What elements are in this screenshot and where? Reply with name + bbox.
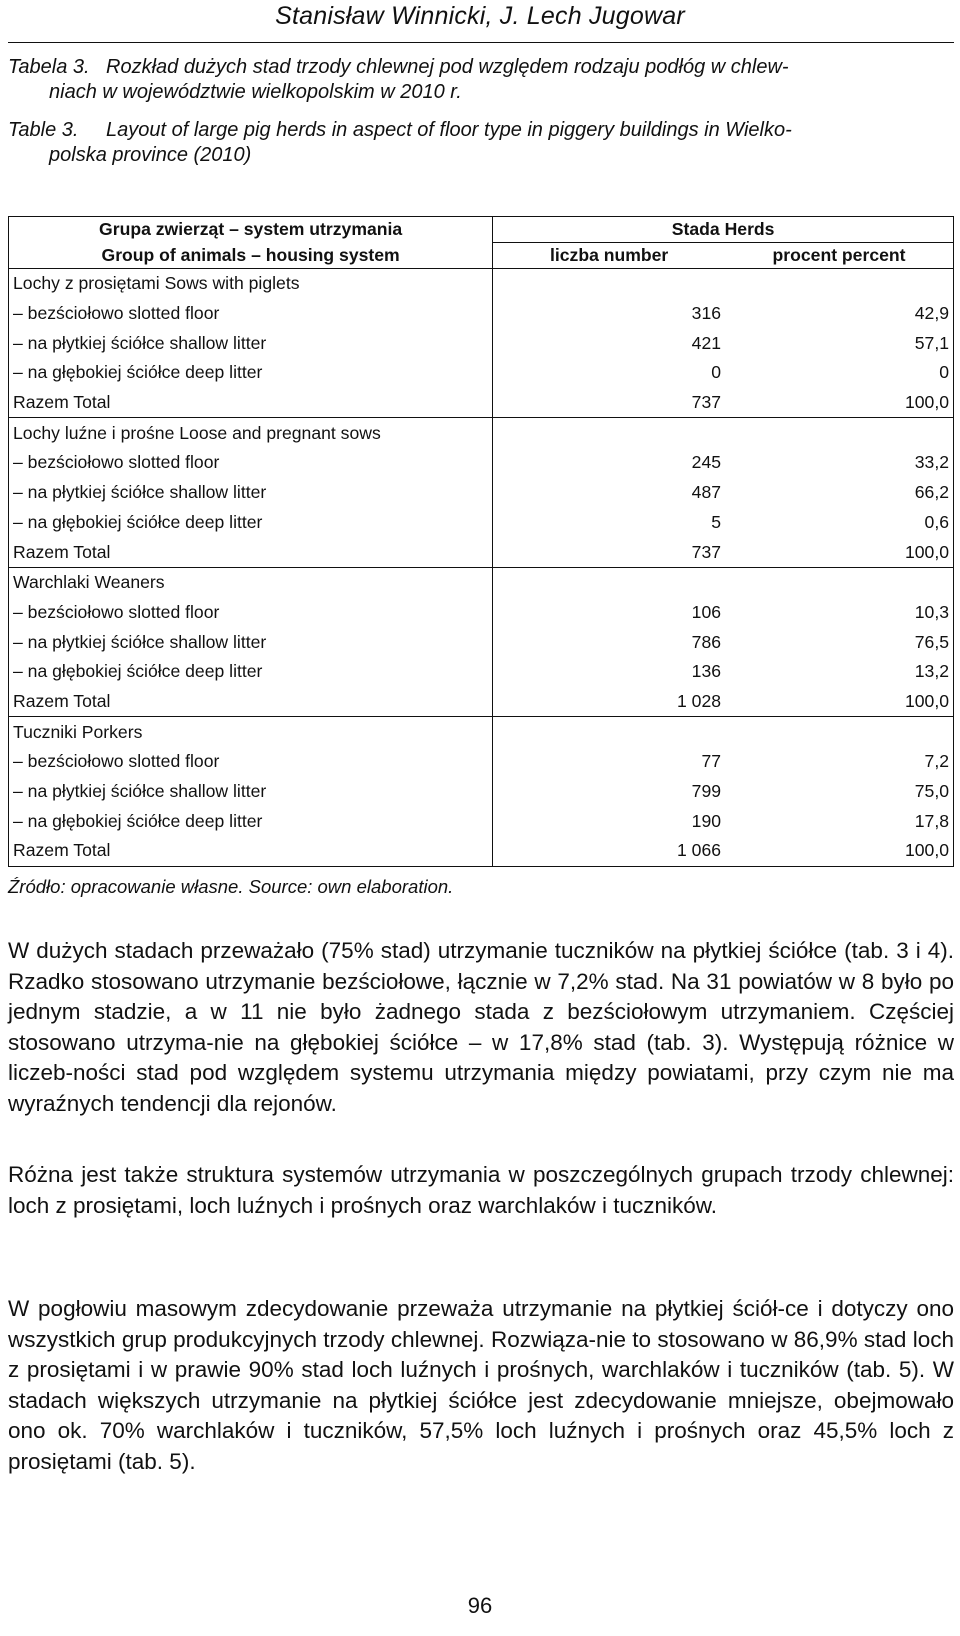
table-row [9, 448, 954, 478]
group-title: Lochy luźne i prośne Loose and pregnant sows [13, 422, 381, 443]
row-number: 786 [493, 627, 725, 657]
total-row [9, 388, 954, 418]
row-percent: 0 [939, 362, 949, 383]
total-percent: 100,0 [904, 690, 949, 711]
empty-cell [493, 567, 725, 597]
table-caption-en [8, 118, 938, 168]
table-row [9, 299, 954, 329]
table-body [9, 269, 954, 867]
row-label: – na głębokiej ściółce deep litter [13, 810, 263, 831]
group-title: Lochy z prosiętami Sows with piglets [13, 273, 300, 294]
table-source: Źródło: opracowanie własne. Source: own elaboration. [8, 876, 454, 897]
table-row [9, 747, 954, 777]
page-number: 96 [467, 1593, 493, 1618]
row-percent: 33,2 [914, 452, 949, 473]
group-title: Warchlaki Weaners [13, 572, 165, 593]
group-title: Tuczniki Porkers [13, 721, 143, 742]
row-label: – na głębokiej ściółce deep litter [13, 511, 263, 532]
group-title-row [9, 717, 954, 747]
row-label: – na płytkiej ściółce shallow litter [13, 781, 267, 802]
row-label: – na płytkiej ściółce shallow litter [13, 631, 267, 652]
row-number: 0 [493, 358, 725, 388]
row-label: – bezściołowo slotted floor [13, 303, 220, 324]
caption-pl-line2: niach w województwie wielkopolskim w 2010 r. [49, 81, 462, 103]
caption-en-line1: Layout of large pig herds in aspect of floor type in piggery buildings in Wielko- [106, 119, 792, 141]
group-title-row [9, 269, 954, 299]
empty-cell [725, 418, 953, 448]
running-head: Stanisław Winnicki, J. Lech Jugowar [275, 2, 685, 30]
row-label: – bezściołowo slotted floor [13, 452, 220, 473]
caption-pl-line1: Rozkład dużych stad trzody chlewnej pod względem rodzaju podłóg w chlew- [106, 56, 789, 78]
header-herds: Stada Herds [493, 217, 954, 243]
total-number: 1 066 [493, 836, 725, 866]
header-group-en: Group of animals – housing system [101, 244, 400, 265]
total-label: Razem Total [13, 840, 111, 861]
table-row [9, 598, 954, 628]
row-number: 316 [493, 299, 725, 329]
caption-label-en: Table 3. [8, 119, 79, 141]
row-percent: 76,5 [914, 631, 949, 652]
table-row [9, 777, 954, 807]
row-percent: 57,1 [914, 332, 949, 353]
row-label: – na głębokiej ściółce deep litter [13, 362, 263, 383]
total-percent: 100,0 [904, 840, 949, 861]
table-row [9, 508, 954, 538]
row-number: 77 [493, 747, 725, 777]
header-group-pl: Grupa zwierząt – system utrzymania [99, 219, 403, 240]
caption-label-pl: Tabela 3. [8, 56, 90, 78]
empty-cell [725, 567, 953, 597]
row-label: – na głębokiej ściółce deep litter [13, 661, 263, 682]
row-number: 136 [493, 657, 725, 687]
header-percent: procent percent [725, 243, 953, 269]
total-label: Razem Total [13, 541, 111, 562]
table-caption-pl [8, 55, 938, 105]
header-rule [8, 42, 954, 43]
row-percent: 13,2 [914, 661, 949, 682]
total-label: Razem Total [13, 690, 111, 711]
caption-en-line2: polska province (2010) [49, 144, 252, 166]
row-label: – bezściołowo slotted floor [13, 751, 220, 772]
total-percent: 100,0 [904, 392, 949, 413]
total-label: Razem Total [13, 392, 111, 413]
total-number: 1 028 [493, 687, 725, 717]
row-number: 190 [493, 806, 725, 836]
row-number: 106 [493, 598, 725, 628]
body-paragraph-1: W dużych stadach przeważało (75% stad) utrzymanie tuczników na płytkiej ściółce (tab. 3 i 4). Rzadko stosowano utrzymanie bezściołowe, łącznie w 7,2% stad. Na 31 powiatów w 8 było po jednym stadzie, a w 11 nie było żadnego stada z bezściołowym utrzymaniem. Częściej stosowano utrzyma-nie na głębokiej ściółce – w 17,8% stad (tab. 3). Występują różnice w liczeb-ności stad pod względem systemu utrzymania między powiatami, przy czym nie ma wyraźnych tendencji dla rejonów. [8, 938, 954, 1116]
row-percent: 7,2 [924, 751, 949, 772]
total-percent: 100,0 [904, 541, 949, 562]
empty-cell [725, 717, 953, 747]
table-row [9, 806, 954, 836]
total-number: 737 [493, 537, 725, 567]
row-percent: 10,3 [914, 601, 949, 622]
row-percent: 0,6 [924, 511, 949, 532]
total-number: 737 [493, 388, 725, 418]
total-row [9, 537, 954, 567]
empty-cell [725, 269, 953, 299]
row-percent: 66,2 [914, 482, 949, 503]
group-title-row [9, 418, 954, 448]
table-row [9, 328, 954, 358]
row-number: 245 [493, 448, 725, 478]
row-number: 421 [493, 328, 725, 358]
table-row [9, 478, 954, 508]
row-label: – bezściołowo slotted floor [13, 601, 220, 622]
row-number: 5 [493, 508, 725, 538]
empty-cell [493, 418, 725, 448]
total-row [9, 687, 954, 717]
row-percent: 17,8 [914, 810, 949, 831]
row-label: – na płytkiej ściółce shallow litter [13, 482, 267, 503]
herds-table [8, 216, 954, 867]
table-row [9, 657, 954, 687]
table-row [9, 358, 954, 388]
row-number: 799 [493, 777, 725, 807]
body-paragraph-2: Różna jest także struktura systemów utrzymania w poszczególnych grupach trzody chlewnej: loch z prosiętami, loch luźnych i prośnych oraz warchlaków i tuczników. [8, 1162, 954, 1218]
row-percent: 75,0 [914, 781, 949, 802]
body-paragraph-3: W pogłowiu masowym zdecydowanie przeważa utrzymanie na płytkiej ściół-ce i dotyczy ono wszystkich grup produkcyjnych trzody chlewnej. Rozwiąza-nie to stosowano w 86,9% stad loch z prosiętami i w prawie 90% stad loch luźnych i prośnych, warchlaków i tuczników (tab. 5). W stadach większych utrzymanie na płytkiej ściółce jest zdecydowanie mniejsze, obejmowało ono ok. 70% warchlaków i tuczników, 57,5% loch luźnych i prośnych oraz 45,5% loch z prosiętami (tab. 5). [8, 1296, 954, 1474]
group-title-row [9, 567, 954, 597]
header-number: liczba number [493, 243, 725, 269]
table-row [9, 627, 954, 657]
total-row [9, 836, 954, 866]
row-percent: 42,9 [914, 303, 949, 324]
row-label: – na płytkiej ściółce shallow litter [13, 332, 267, 353]
empty-cell [493, 717, 725, 747]
empty-cell [493, 269, 725, 299]
row-number: 487 [493, 478, 725, 508]
